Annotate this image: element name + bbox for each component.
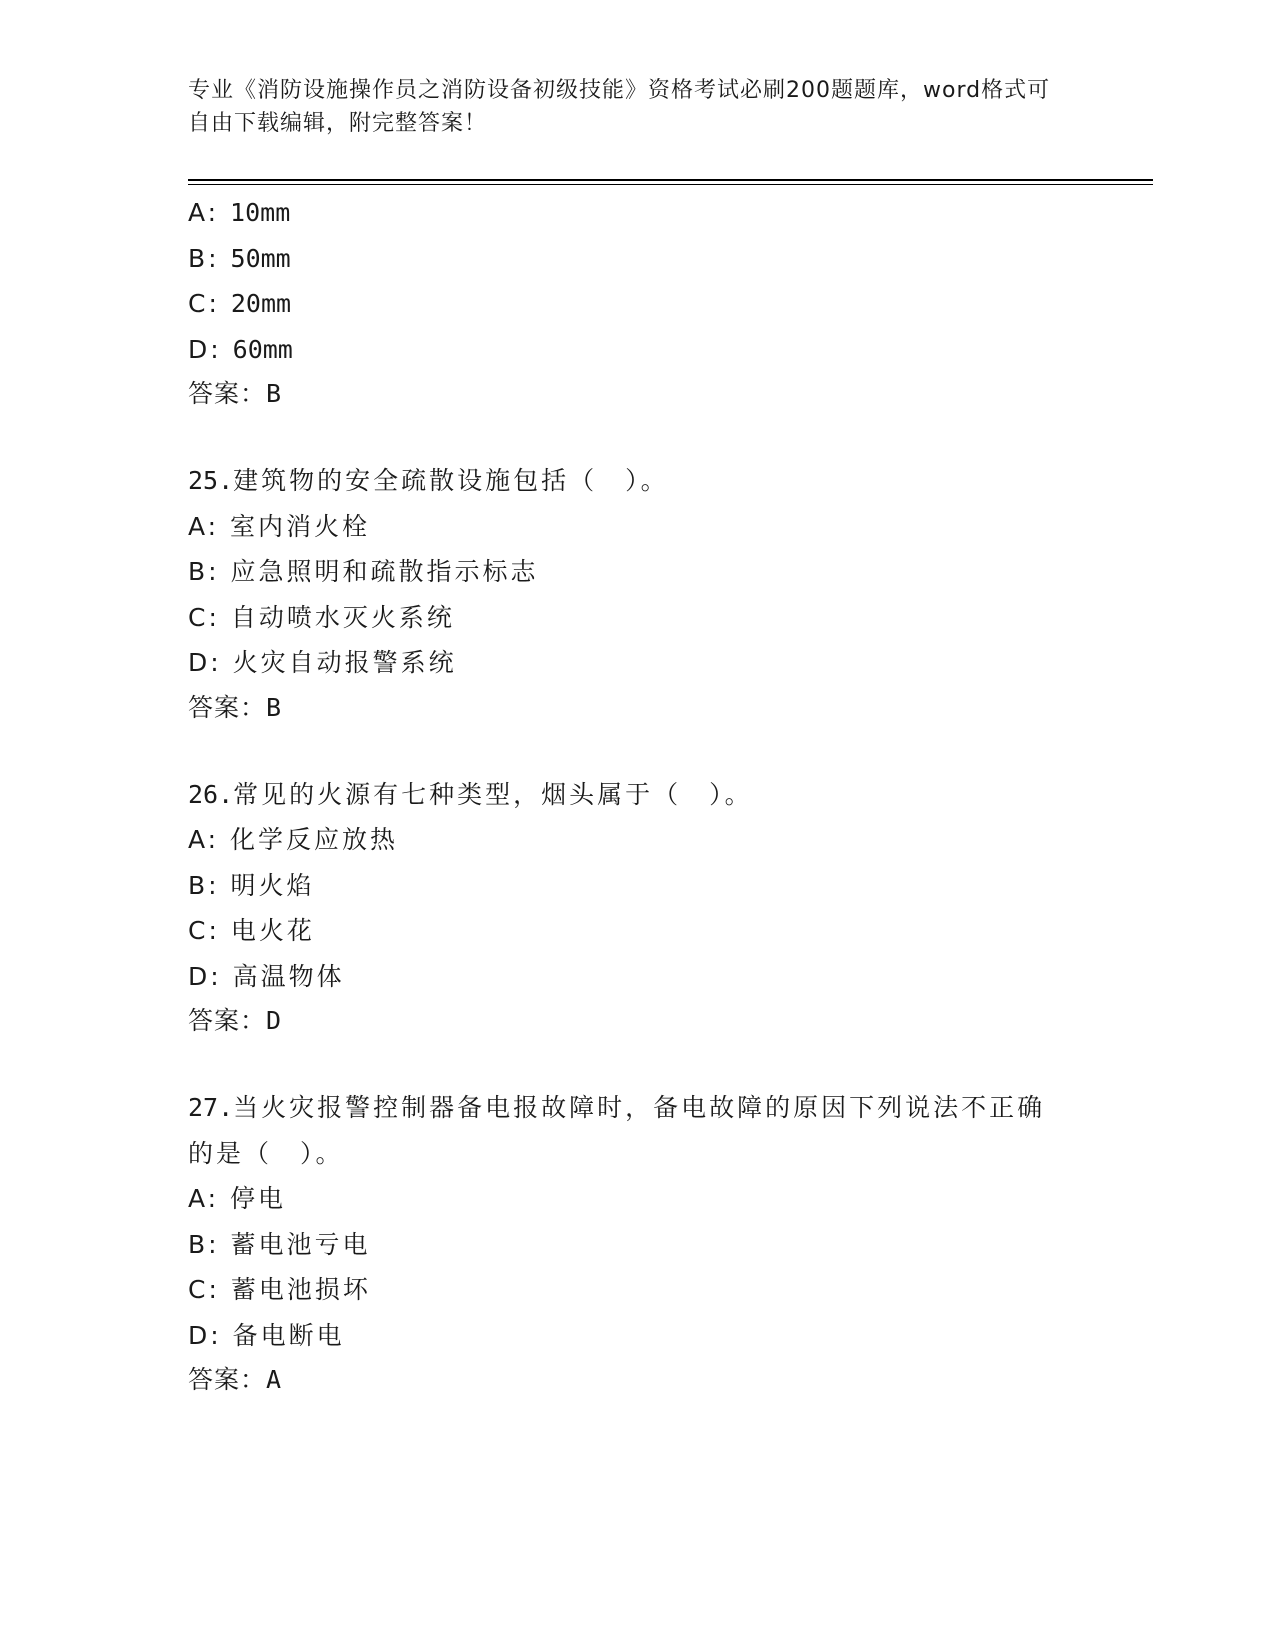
option-b <box>188 1222 1088 1268</box>
option-text: 20mm <box>230 289 292 318</box>
option-letter: A: <box>188 1184 220 1213</box>
option-text: 备电断电 <box>232 1320 345 1350</box>
option-text: 电火花 <box>230 916 315 945</box>
option-b <box>188 549 1088 595</box>
answer-line <box>188 686 1088 730</box>
answer-label: 答案： <box>188 379 267 408</box>
option-text: 火灾自动报警系统 <box>232 648 457 677</box>
header-divider-thick <box>188 179 1153 181</box>
option-d <box>188 954 1088 1000</box>
option-c <box>188 908 1088 954</box>
answer-label: 答案： <box>188 1365 267 1394</box>
question-24-continued <box>188 190 1088 416</box>
option-a <box>188 504 1088 550</box>
option-letter: B: <box>188 557 220 586</box>
question-27 <box>188 1085 1088 1402</box>
option-text: 蓄电池亏电 <box>230 1229 371 1259</box>
option-d <box>188 1313 1088 1359</box>
option-text: 60mm <box>232 334 293 364</box>
question-number: 27. <box>188 1093 234 1122</box>
header-divider-thin <box>188 184 1153 185</box>
option-d <box>188 327 1088 373</box>
option-d <box>188 640 1088 686</box>
option-b <box>188 236 1088 282</box>
question-text: 常见的火源有七种类型，烟头属于（ ）。 <box>233 779 753 809</box>
option-a <box>188 1176 1088 1222</box>
question-number: 25. <box>188 466 234 495</box>
option-letter: D: <box>188 648 222 677</box>
option-b <box>188 863 1088 909</box>
document-body <box>188 190 1088 1402</box>
option-letter: D: <box>188 334 222 364</box>
question-26 <box>188 772 1088 1044</box>
option-c <box>188 1267 1088 1313</box>
answer-line <box>188 1358 1088 1402</box>
answer-value: B <box>266 692 283 722</box>
option-text: 自动喷水灭火系统 <box>230 602 455 632</box>
question-stem <box>188 772 1068 818</box>
page-header <box>188 74 1068 140</box>
option-text: 应急照明和疏散指示标志 <box>230 557 539 586</box>
option-text: 明火焰 <box>230 870 315 900</box>
option-letter: C: <box>188 602 220 632</box>
option-letter: B: <box>188 243 220 273</box>
option-text: 10mm <box>230 198 291 227</box>
option-letter: D: <box>188 1320 222 1350</box>
answer-line <box>188 999 1088 1043</box>
question-number: 26. <box>188 779 234 809</box>
option-a <box>188 190 1088 236</box>
option-text: 停电 <box>230 1184 287 1213</box>
option-text: 50mm <box>230 243 291 273</box>
question-stem <box>188 1085 1068 1176</box>
option-text: 蓄电池损坏 <box>230 1275 371 1304</box>
answer-value: A <box>266 1365 283 1394</box>
answer-value: D <box>266 1006 283 1035</box>
answer-label: 答案： <box>188 1006 267 1035</box>
option-text: 室内消火栓 <box>230 511 371 541</box>
option-letter: B: <box>188 870 220 900</box>
option-letter: D: <box>188 961 222 991</box>
option-c <box>188 595 1088 641</box>
option-letter: A: <box>188 198 220 227</box>
question-stem <box>188 458 1068 504</box>
option-text: 化学反应放热 <box>230 825 399 854</box>
option-letter: B: <box>188 1229 220 1259</box>
question-25 <box>188 458 1088 730</box>
option-a <box>188 817 1088 863</box>
option-letter: A: <box>188 825 220 854</box>
option-letter: C: <box>188 916 220 945</box>
answer-line <box>188 372 1088 416</box>
option-text: 高温物体 <box>232 961 345 991</box>
answer-label: 答案： <box>188 692 267 722</box>
document-title: 专业《消防设施操作员之消防设备初级技能》资格考试必刷200题题库，word格式可自由下载编辑，附完整答案！ <box>188 78 1051 136</box>
answer-value: B <box>266 379 283 408</box>
question-text: 建筑物的安全疏散设施包括（ ）。 <box>233 466 669 495</box>
option-letter: A: <box>188 511 220 541</box>
question-text: 当火灾报警控制器备电报故障时，备电故障的原因下列说法不正确的是（ ）。 <box>188 1093 1046 1168</box>
option-letter: C: <box>188 1275 220 1304</box>
option-letter: C: <box>188 289 220 318</box>
option-c <box>188 281 1088 327</box>
